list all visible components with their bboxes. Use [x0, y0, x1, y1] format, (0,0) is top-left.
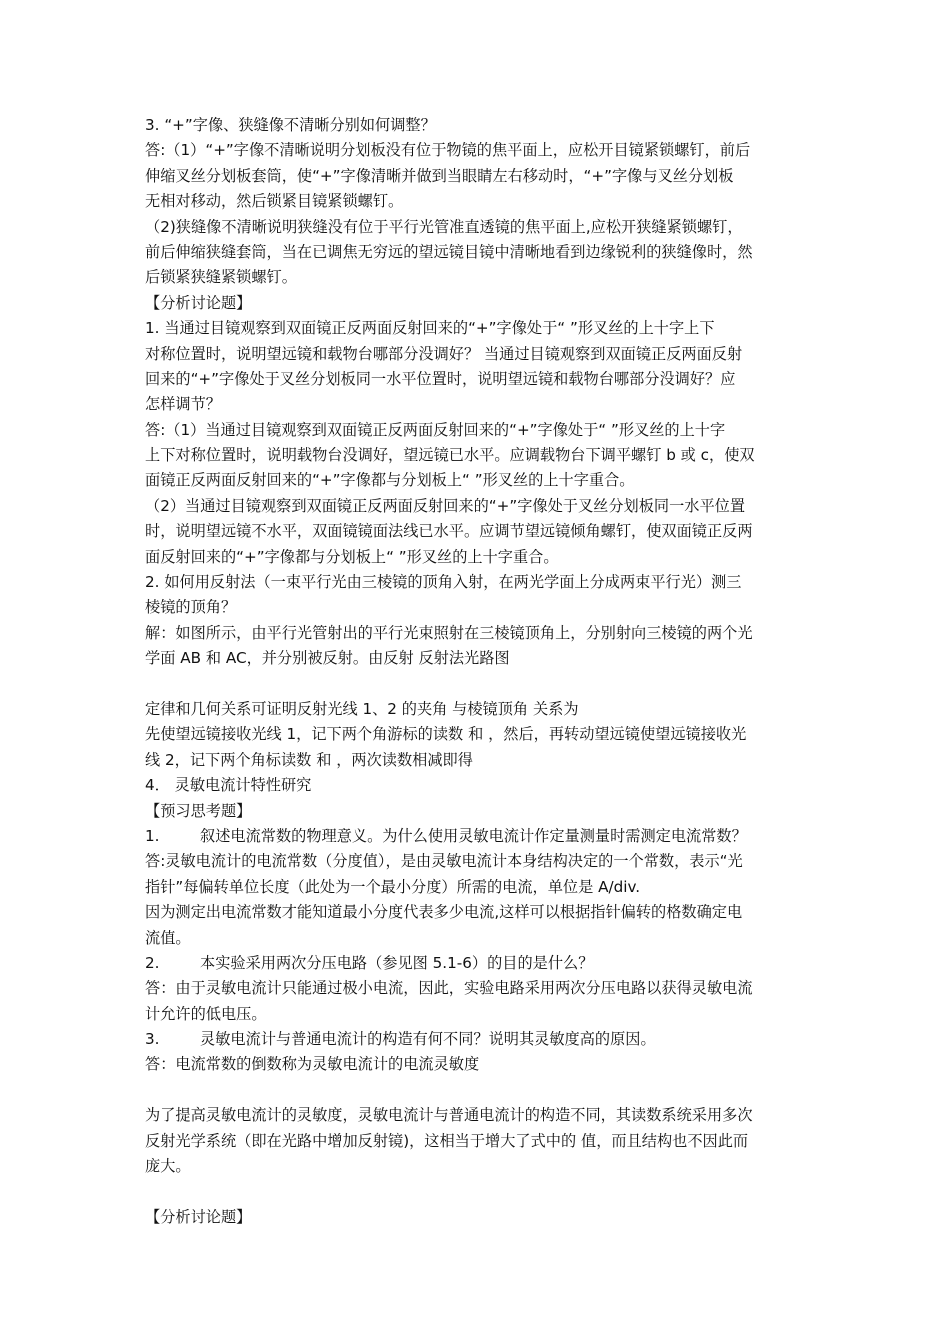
text-line: 【分析讨论题】 [145, 1207, 252, 1226]
text-line: 【分析讨论题】 [145, 293, 252, 312]
blank-line [145, 672, 810, 697]
text-line: 后锁紧狭缝紧锁螺钉。 [145, 268, 297, 287]
text-line: 时，说明望远镜不水平，双面镜镜面法线已水平。应调节望远镜倾角螺钉，使双面镜正反两 [145, 522, 753, 541]
numbered-question-line [145, 824, 810, 849]
text-line: 回来的“+”字像处于叉丝分划板同一水平位置时，说明望远镜和载物台哪部分没调好？应 [145, 369, 736, 388]
text-line: 4． 灵敏电流计特性研究 [145, 776, 312, 795]
text-line: 学面 AB 和 AC，并分别被反射。由反射 反射法光路图 [145, 649, 510, 668]
blank-line [145, 1179, 810, 1204]
text-line: 因为测定出电流常数才能知道最小分度代表多少电流,这样可以根据指针偏转的格数确定电 [145, 903, 743, 922]
text-line: 解：如图所示，由平行光管射出的平行光束照射在三棱镜顶角上，分别射向三棱镜的两个光 [145, 623, 753, 642]
text-line: 庞大。 [145, 1157, 191, 1176]
text-line: 先使望远镜接收光线 1，记下两个角游标的读数 和 ，然后，再转动望远镜使望远镜接收光 [145, 725, 747, 744]
text-line: 答：电流常数的倒数称为灵敏电流计的电流灵敏度 [145, 1055, 480, 1074]
text-line: 3. “+”字像、狭缝像不清晰分别如何调整？ [145, 116, 436, 134]
text-line: 答:（1）“+”字像不清晰说明分划板没有位于物镜的焦平面上，应松开目镜紧锁螺钉，前后 [145, 141, 751, 160]
text-line: 前后伸缩狭缝套筒，当在已调焦无穷远的望远镜目镜中清晰地看到边缘锐利的狭缝像时，然 [145, 242, 753, 261]
text-line: 棱镜的顶角？ [145, 598, 237, 617]
text-line: 2. 如何用反射法（一束平行光由三棱镜的顶角入射，在两光学面上分成两束平行光）测三 [145, 573, 742, 592]
text-line: 线 2，记下两个角标读数 和 ，两次读数相减即得 [145, 750, 473, 769]
text-line: 怎样调节？ [145, 395, 221, 414]
text-line: 面反射回来的“+”字像都与分划板上“ ”形叉丝的上十字重合。 [145, 547, 559, 566]
text-line: （2)狭缝像不清晰说明狭缝没有位于平行光管准直透镜的焦平面上,应松开狭缝紧锁螺钉， [145, 217, 743, 236]
document-page [145, 113, 810, 1230]
question-text: 本实验采用两次分压电路（参见图 5.1-6）的目的是什么？ [200, 953, 594, 972]
text-line: 上下对称位置时，说明载物台没调好，望远镜已水平。应调载物台下调平螺钉 b 或 c，使双 [145, 446, 755, 465]
question-number: 2. [145, 953, 160, 972]
text-line: 定律和几何关系可证明反射光线 1、2 的夹角 与棱镜顶角 关系为 [145, 699, 579, 718]
question-text: 灵敏电流计与普通电流计的构造有何不同？说明其灵敏度高的原因。 [200, 1030, 656, 1049]
text-line: 无相对移动，然后锁紧目镜紧锁螺钉。 [145, 192, 404, 211]
text-line: 答:灵敏电流计的电流常数（分度值），是由灵敏电流计本身结构决定的一个常数，表示“光 [145, 852, 743, 871]
text-line: 反射光学系统（即在光路中增加反射镜)，这相当于增大了式中的 值，而且结构也不因此而 [145, 1131, 749, 1150]
blank-line [145, 1078, 810, 1103]
text-line: 指针”每偏转单位长度（此处为一个最小分度）所需的电流，单位是 A/div. [145, 877, 641, 896]
text-line: 面镜正反两面反射回来的“+”字像都与分划板上“ ”形叉丝的上十字重合。 [145, 471, 635, 490]
text-line: 流值。 [145, 928, 191, 947]
text-line: 伸缩叉丝分划板套筒，使“+”字像清晰并做到当眼睛左右移动时，“+”字像与叉丝分划板 [145, 166, 734, 185]
text-line: 为了提高灵敏电流计的灵敏度，灵敏电流计与普通电流计的构造不同，其读数系统采用多次 [145, 1106, 753, 1125]
question-number: 3. [145, 1030, 160, 1049]
text-line: 计允许的低电压。 [145, 1004, 267, 1023]
text-line: 答：由于灵敏电流计只能通过极小电流，因此，实验电路采用两次分压电路以获得灵敏电流 [145, 979, 753, 998]
text-line: 1. 当通过目镜观察到双面镜正反两面反射回来的“+”字像处于“ ”形叉丝的上十字上下 [145, 319, 715, 338]
numbered-question-line [145, 951, 810, 976]
text-line: 对称位置时，说明望远镜和载物台哪部分没调好？ 当通过目镜观察到双面镜正反两面反射 [145, 344, 743, 363]
text-line: 答:（1）当通过目镜观察到双面镜正反两面反射回来的“+”字像处于“ ”形叉丝的上十字 [145, 420, 726, 439]
question-text: 叙述电流常数的物理意义。为什么使用灵敏电流计作定量测量时需测定电流常数？ [200, 826, 747, 845]
text-line: （2）当通过目镜观察到双面镜正反两面反射回来的“+”字像处于叉丝分划板同一水平位置 [145, 496, 746, 515]
text-line: 【预习思考题】 [145, 801, 252, 820]
numbered-question-line [145, 1027, 810, 1052]
question-number: 1. [145, 826, 160, 845]
